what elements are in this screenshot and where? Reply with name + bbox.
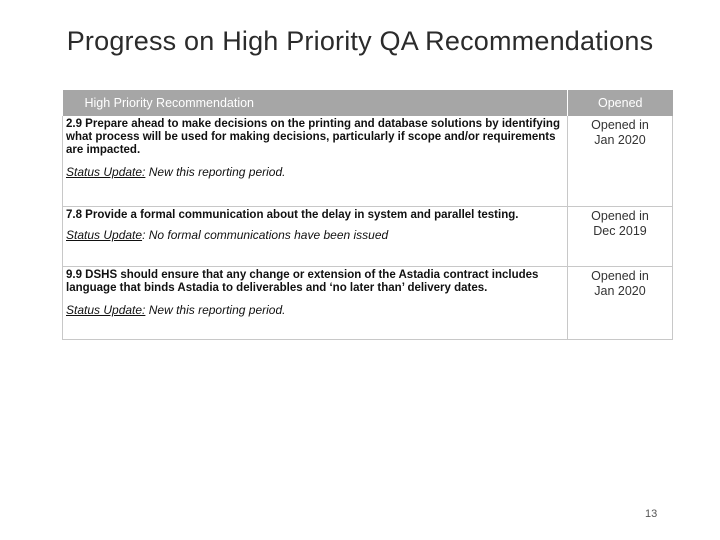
opened-cell [568,116,673,207]
recommendation-cell [63,116,568,207]
status-update [66,165,563,180]
header-recommendation: High Priority Recommendation [63,90,568,116]
recommendation-text: 7.8 Provide a formal communication about the delay in system and parallel testing. [66,209,519,221]
page-number: 13 [645,508,658,520]
recommendations-table [62,90,673,340]
slide-title: Progress on High Priority QA Recommendations [66,26,654,56]
recommendation-text: 2.9 Prepare ahead to make decisions on the printing and database solutions by identifying what process will be used for making decisions, particularly if scope and/or requirements are impacted. [66,118,560,156]
table-row [63,207,673,267]
status-text: New this reporting period. [145,303,286,317]
status-text: New this reporting period. [145,165,286,179]
header-opened: Opened [568,90,673,116]
recommendation-cell [63,207,568,267]
table-row [63,116,673,207]
opened-cell [568,267,673,340]
status-label: Status Update [66,228,143,242]
opened-date: Opened in Jan 2020 [591,269,649,298]
opened-date: Opened in Dec 2019 [591,209,649,238]
status-label: Status Update: [66,303,146,317]
table-row [63,267,673,340]
opened-date: Opened in Jan 2020 [591,118,649,147]
recommendation-cell [63,267,568,340]
status-label: Status Update: [66,165,146,179]
table-header-row [63,90,673,116]
status-update [66,228,563,243]
opened-cell [568,207,673,267]
status-update [66,303,563,318]
recommendation-text: 9.9 DSHS should ensure that any change or extension of the Astadia contract includes language that binds Astadia to deliverables and ‘no later than’ delivery dates. [66,269,539,294]
status-text: : No formal communications have been issued [142,228,389,242]
